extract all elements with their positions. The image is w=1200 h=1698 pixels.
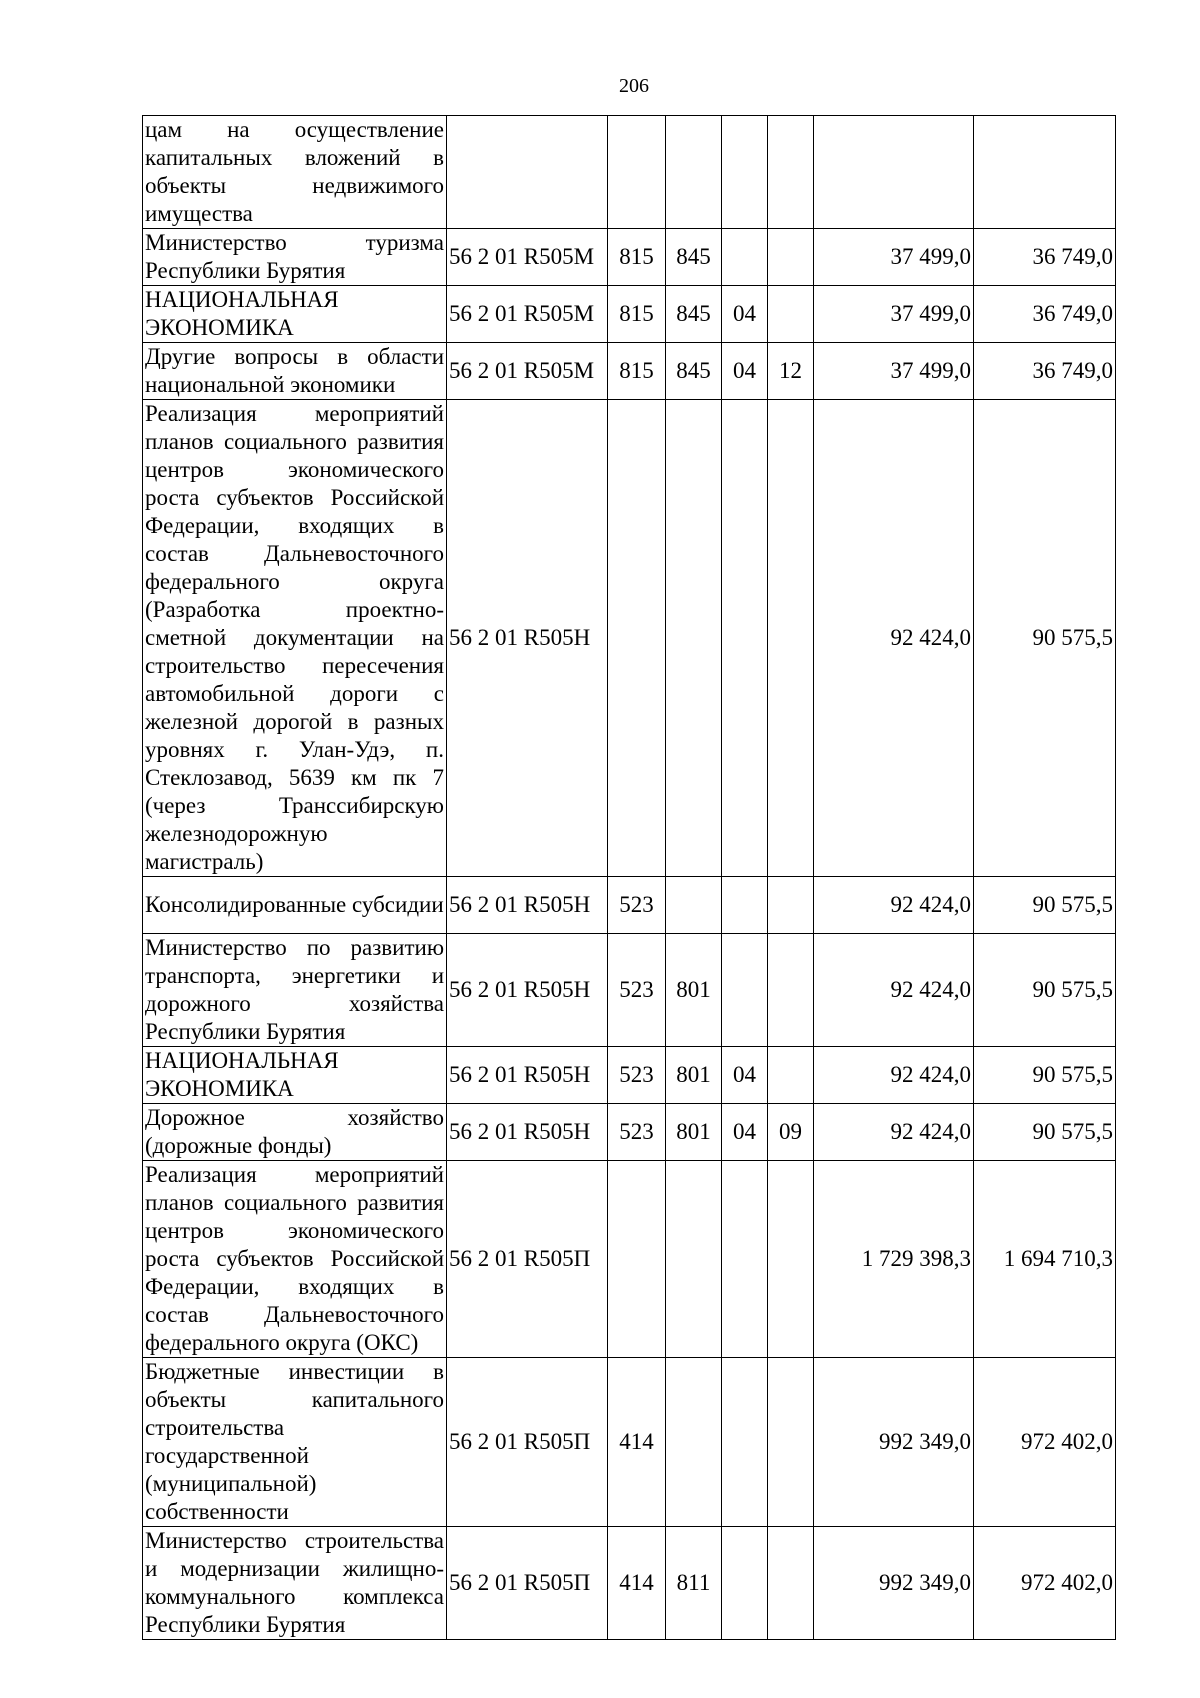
row-value-1: 1 729 398,3 — [814, 1161, 974, 1358]
row-value-2: 90 575,5 — [974, 400, 1116, 877]
table-row — [143, 286, 1116, 343]
row-name: Консолидированные субсидии — [143, 877, 447, 934]
row-col-4 — [768, 1358, 814, 1527]
row-col-4 — [768, 1527, 814, 1640]
row-value-1: 92 424,0 — [814, 934, 974, 1047]
row-value-1: 37 499,0 — [814, 286, 974, 343]
row-code: 56 2 01 R505Н — [447, 400, 608, 877]
row-col-4: 09 — [768, 1104, 814, 1161]
row-col-2 — [666, 877, 722, 934]
row-col-1: 815 — [608, 229, 666, 286]
row-value-2: 90 575,5 — [974, 1047, 1116, 1104]
row-col-2: 845 — [666, 343, 722, 400]
row-name: Дорожное хозяйство (дорожные фонды) — [143, 1104, 447, 1161]
row-code: 56 2 01 R505Н — [447, 877, 608, 934]
row-value-2: 90 575,5 — [974, 877, 1116, 934]
table-row — [143, 1358, 1116, 1527]
row-value-2: 36 749,0 — [974, 229, 1116, 286]
row-name: цам на осуществление капитальных вложений в объекты недвижимого имущества — [143, 116, 447, 229]
row-col-2: 801 — [666, 1104, 722, 1161]
row-col-4 — [768, 934, 814, 1047]
row-col-3: 04 — [722, 286, 768, 343]
row-col-1: 815 — [608, 343, 666, 400]
row-value-2: 36 749,0 — [974, 286, 1116, 343]
table-row — [143, 1104, 1116, 1161]
row-code: 56 2 01 R505П — [447, 1527, 608, 1640]
row-value-1: 992 349,0 — [814, 1358, 974, 1527]
row-value-2: 972 402,0 — [974, 1358, 1116, 1527]
row-col-3 — [722, 400, 768, 877]
table-row — [143, 229, 1116, 286]
table-row — [143, 400, 1116, 877]
row-col-3: 04 — [722, 1104, 768, 1161]
row-value-2: 90 575,5 — [974, 934, 1116, 1047]
row-value-1: 37 499,0 — [814, 229, 974, 286]
row-code: 56 2 01 R505П — [447, 1358, 608, 1527]
row-col-3 — [722, 229, 768, 286]
row-code: 56 2 01 R505Н — [447, 934, 608, 1047]
row-col-4 — [768, 1161, 814, 1358]
table-row — [143, 934, 1116, 1047]
row-col-3 — [722, 934, 768, 1047]
table-row — [143, 1161, 1116, 1358]
row-value-1: 92 424,0 — [814, 1047, 974, 1104]
row-code: 56 2 01 R505П — [447, 1161, 608, 1358]
row-value-1: 92 424,0 — [814, 1104, 974, 1161]
page-number: 206 — [619, 75, 649, 97]
row-name: Министерство строительства и модернизации жилищно-коммунального комплекса Республики Бурятия — [143, 1527, 447, 1640]
row-col-1 — [608, 400, 666, 877]
row-col-4: 12 — [768, 343, 814, 400]
row-col-2: 811 — [666, 1527, 722, 1640]
table-row — [143, 1047, 1116, 1104]
row-value-2: 1 694 710,3 — [974, 1161, 1116, 1358]
row-name: Министерство туризма Республики Бурятия — [143, 229, 447, 286]
row-value-1 — [814, 116, 974, 229]
row-value-1: 92 424,0 — [814, 400, 974, 877]
budget-table-body — [143, 116, 1116, 1640]
row-name: Реализация мероприятий планов социального развития центров экономического роста субъектов Российской Федерации, входящих в состав Дальневосточного федерального округа (Разработка проектно-сметной документации на строительство пересечения автомобильной дороги с железной дорогой в разных уровнях г. Улан-Удэ, п. Стеклозавод, 5639 км пк 7 (через Транссибирскую железнодорожную магистраль) — [143, 400, 447, 877]
row-name: Реализация мероприятий планов социального развития центров экономического роста субъектов Российской Федерации, входящих в состав Дальневосточного федерального округа (ОКС) — [143, 1161, 447, 1358]
row-value-2 — [974, 116, 1116, 229]
row-code: 56 2 01 R505М — [447, 229, 608, 286]
row-value-2: 972 402,0 — [974, 1527, 1116, 1640]
row-name: НАЦИОНАЛЬНАЯ ЭКОНОМИКА — [143, 1047, 447, 1104]
row-col-4 — [768, 116, 814, 229]
row-col-1: 414 — [608, 1527, 666, 1640]
row-col-1: 523 — [608, 934, 666, 1047]
row-col-4 — [768, 229, 814, 286]
row-col-4 — [768, 400, 814, 877]
row-col-4 — [768, 286, 814, 343]
row-col-3: 04 — [722, 1047, 768, 1104]
row-name: Бюджетные инвестиции в объекты капитального строительства государственной (муниципальной) собственности — [143, 1358, 447, 1527]
table-row — [143, 116, 1116, 229]
row-name: Другие вопросы в области национальной экономики — [143, 343, 447, 400]
row-value-2: 36 749,0 — [974, 343, 1116, 400]
row-name: Министерство по развитию транспорта, энергетики и дорожного хозяйства Республики Бурятия — [143, 934, 447, 1047]
row-col-3 — [722, 877, 768, 934]
row-col-2: 801 — [666, 1047, 722, 1104]
row-col-1: 414 — [608, 1358, 666, 1527]
row-code: 56 2 01 R505Н — [447, 1104, 608, 1161]
budget-table — [142, 115, 1116, 1640]
row-col-2: 801 — [666, 934, 722, 1047]
row-value-1: 992 349,0 — [814, 1527, 974, 1640]
row-col-1: 523 — [608, 1104, 666, 1161]
row-col-2 — [666, 400, 722, 877]
row-code: 56 2 01 R505М — [447, 286, 608, 343]
row-col-2 — [666, 1161, 722, 1358]
row-value-1: 92 424,0 — [814, 877, 974, 934]
table-row — [143, 343, 1116, 400]
row-col-2 — [666, 1358, 722, 1527]
table-row — [143, 1527, 1116, 1640]
row-col-1 — [608, 1161, 666, 1358]
row-col-1: 523 — [608, 877, 666, 934]
table-row — [143, 877, 1116, 934]
row-col-3 — [722, 116, 768, 229]
row-code — [447, 116, 608, 229]
row-value-1: 37 499,0 — [814, 343, 974, 400]
row-col-2: 845 — [666, 286, 722, 343]
row-code: 56 2 01 R505Н — [447, 1047, 608, 1104]
row-col-1: 815 — [608, 286, 666, 343]
row-col-1: 523 — [608, 1047, 666, 1104]
row-value-2: 90 575,5 — [974, 1104, 1116, 1161]
row-col-3 — [722, 1527, 768, 1640]
row-col-4 — [768, 877, 814, 934]
row-col-2 — [666, 116, 722, 229]
row-col-1 — [608, 116, 666, 229]
row-col-2: 845 — [666, 229, 722, 286]
row-col-3 — [722, 1358, 768, 1527]
row-code: 56 2 01 R505М — [447, 343, 608, 400]
row-name: НАЦИОНАЛЬНАЯ ЭКОНОМИКА — [143, 286, 447, 343]
row-col-3: 04 — [722, 343, 768, 400]
row-col-3 — [722, 1161, 768, 1358]
row-col-4 — [768, 1047, 814, 1104]
